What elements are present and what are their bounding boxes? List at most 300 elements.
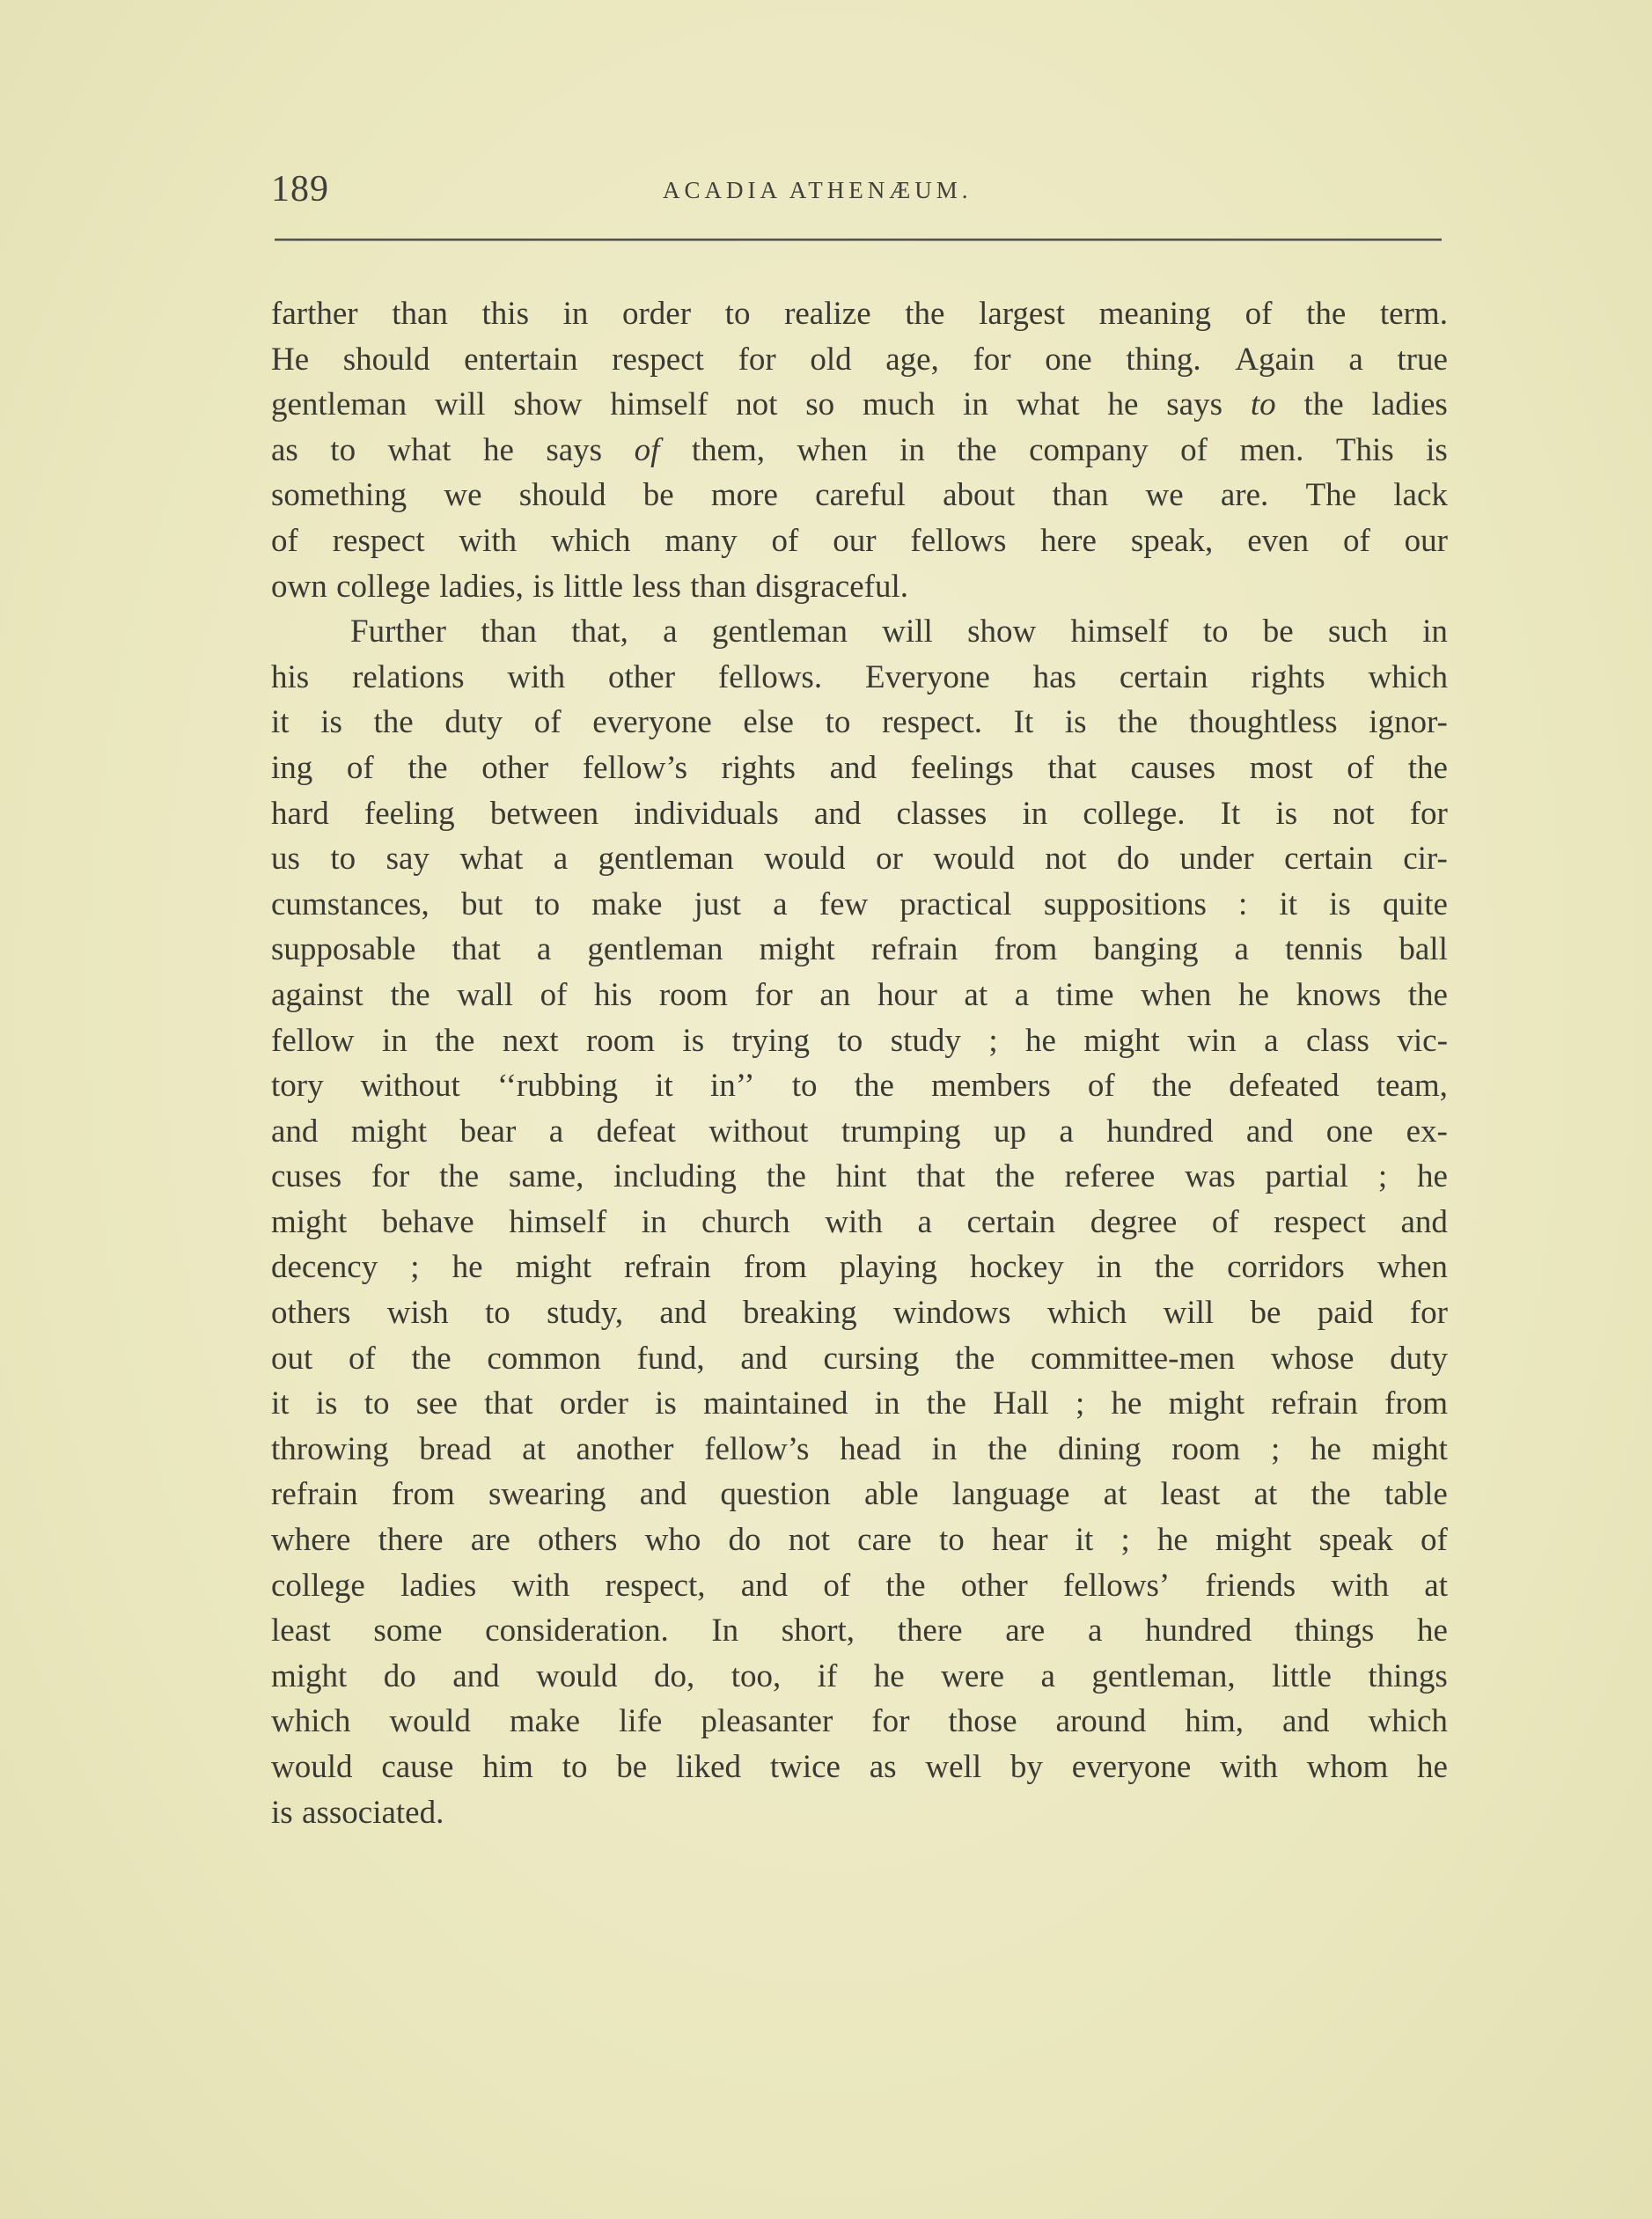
word: in [1422, 614, 1448, 650]
word: hear [991, 1522, 1048, 1559]
word: too, [731, 1657, 782, 1694]
word: feeling [363, 795, 455, 832]
word: he [873, 1657, 905, 1694]
word: from [1384, 1385, 1448, 1422]
word: same, [509, 1158, 584, 1195]
word: under [1179, 841, 1254, 878]
word: between [489, 795, 599, 832]
word: might [1371, 1430, 1448, 1467]
word: next [502, 1022, 559, 1059]
word: he [1237, 976, 1269, 1013]
word: and [659, 1295, 707, 1332]
word: company [1029, 431, 1149, 468]
word: the [955, 1340, 995, 1377]
journal-title: ACADIA ATHENÆUM. [663, 177, 973, 203]
word: gentleman [598, 841, 734, 878]
word: at [1103, 1476, 1127, 1513]
word: a [1264, 1022, 1279, 1059]
word: of [1087, 1068, 1115, 1105]
word: might [759, 931, 835, 968]
word: time [1055, 976, 1114, 1013]
word: is [315, 1385, 338, 1422]
word: vic- [1397, 1022, 1448, 1059]
word: largest [979, 296, 1066, 332]
word: some [373, 1613, 443, 1650]
word: to [534, 885, 561, 922]
word: when [1377, 1249, 1448, 1286]
word: he [452, 1249, 483, 1286]
text-line [271, 291, 1448, 337]
word: the [885, 1567, 926, 1604]
text-line [271, 1109, 1448, 1155]
word: when [797, 431, 868, 468]
word: whom [1306, 1749, 1389, 1785]
word: friends [1205, 1567, 1296, 1604]
word: where [271, 1522, 351, 1559]
word: that, [571, 614, 628, 650]
word: feelings [910, 749, 1014, 786]
header-rule [275, 239, 1442, 240]
word: defeat [596, 1113, 676, 1150]
word: himself [509, 1203, 607, 1240]
word: banging [1093, 931, 1199, 968]
word: us [271, 841, 300, 878]
word: practical [899, 885, 1012, 922]
word: is [1329, 885, 1351, 922]
word: class [1306, 1022, 1369, 1059]
word: wall [457, 976, 513, 1013]
word: degree [1090, 1203, 1178, 1240]
word: a [548, 1113, 564, 1150]
word: dining [1057, 1430, 1142, 1467]
word: of [823, 1567, 851, 1604]
word: throwing [271, 1430, 389, 1467]
word: what [387, 431, 452, 468]
word: to [363, 1385, 390, 1422]
word: to [1202, 614, 1229, 650]
word: corridors [1227, 1249, 1345, 1286]
word: a [773, 885, 788, 922]
word: bear [459, 1113, 517, 1150]
word: thoughtless [1189, 704, 1338, 741]
word: in [931, 1430, 958, 1467]
word: might [350, 1113, 428, 1150]
word: and [740, 1567, 789, 1604]
word: ‘‘rubbing [497, 1068, 619, 1105]
text-line [271, 655, 1448, 701]
word: he [1025, 1022, 1056, 1059]
word: of [1180, 431, 1208, 468]
word: cause [381, 1749, 454, 1785]
word: his [271, 658, 310, 695]
word: twice [769, 1749, 841, 1785]
word: things [1294, 1613, 1375, 1650]
word: fellows. [717, 658, 823, 695]
word: ball [1399, 931, 1448, 968]
word: with [1220, 1749, 1278, 1785]
word: decency [271, 1249, 378, 1286]
word: others [271, 1295, 351, 1332]
word: ing [271, 749, 313, 786]
word: at [1253, 1476, 1278, 1513]
word: and [740, 1340, 788, 1377]
word: duty [1390, 1340, 1448, 1377]
word: consideration. [485, 1613, 669, 1650]
word: rights [721, 749, 796, 786]
text-line [271, 791, 1448, 837]
word: respect [332, 522, 425, 559]
word: relations [352, 658, 465, 695]
word: entertain [464, 341, 578, 378]
word: refrain [271, 1476, 358, 1513]
word: meaning [1098, 296, 1212, 332]
word: ignor- [1369, 704, 1448, 741]
word: rights [1251, 658, 1325, 695]
word: of [1245, 296, 1273, 332]
word: the [854, 1068, 894, 1105]
word: out [271, 1340, 313, 1377]
word: a [536, 931, 552, 968]
word: show [513, 386, 583, 423]
word: would [933, 841, 1015, 878]
word: him [482, 1749, 533, 1785]
word: Everyone [864, 658, 990, 695]
word: men. [1239, 431, 1304, 468]
word: an [819, 976, 851, 1013]
word: say [385, 841, 430, 878]
word: college. [1083, 795, 1186, 832]
word: cursing [823, 1340, 920, 1377]
word: to [837, 1022, 863, 1059]
word: other [608, 658, 676, 695]
word: has [1032, 658, 1076, 695]
word: knows [1296, 976, 1382, 1013]
word: more [710, 477, 778, 514]
word: would [536, 1657, 618, 1694]
word: including [613, 1158, 737, 1195]
word: It [1220, 795, 1241, 832]
word: that [452, 931, 501, 968]
word: question [720, 1476, 831, 1513]
word: hint [835, 1158, 887, 1195]
word: with [511, 1567, 570, 1604]
word: everyone [592, 704, 712, 741]
word: of [1420, 1522, 1448, 1559]
word: individuals [634, 795, 779, 832]
word: certain [1119, 658, 1208, 695]
word: himself [1070, 614, 1169, 650]
word: ; [410, 1249, 420, 1286]
word: respect, [605, 1567, 706, 1604]
word: will [1163, 1295, 1215, 1332]
word: is [532, 568, 554, 605]
word: defeated [1229, 1068, 1340, 1105]
word: for [1409, 1295, 1448, 1332]
word: farther [271, 296, 358, 332]
word: as [869, 1749, 897, 1785]
word: that [1047, 749, 1097, 786]
word: swearing [488, 1476, 606, 1513]
word: from [994, 931, 1058, 968]
word: the [926, 1385, 966, 1422]
word: less [632, 568, 681, 605]
word: is [271, 1794, 293, 1831]
word: would [764, 841, 846, 878]
word: fund, [636, 1340, 705, 1377]
word: the [390, 976, 430, 1013]
word: he [1417, 1749, 1448, 1785]
word: hour [877, 976, 937, 1013]
text-line [271, 700, 1448, 746]
word: he [1107, 386, 1139, 423]
word: fellow [271, 1022, 355, 1059]
word: ; [1076, 1385, 1085, 1422]
word: paid [1317, 1295, 1374, 1332]
text-line [271, 1427, 1448, 1473]
word: in [874, 1385, 900, 1422]
word: life [619, 1703, 663, 1740]
text-line [271, 1018, 1448, 1064]
word: he [482, 431, 514, 468]
word: church [701, 1203, 790, 1240]
word: for [754, 976, 793, 1013]
word: whose [1270, 1340, 1355, 1377]
word: and [452, 1657, 500, 1694]
word: those [948, 1703, 1017, 1740]
word: speak [1318, 1522, 1393, 1559]
word: disgraceful. [755, 568, 908, 605]
italic-word: to [1250, 386, 1276, 423]
word: realize [784, 296, 871, 332]
word: college [271, 1567, 365, 1604]
text-line [271, 1200, 1448, 1245]
text-line [271, 609, 1448, 655]
word: in’’ [709, 1068, 755, 1105]
word: a [917, 1203, 932, 1240]
word: trying [731, 1022, 811, 1059]
word: and [1245, 1113, 1294, 1150]
text-line [271, 1245, 1448, 1290]
word: others [538, 1522, 618, 1559]
word: and [829, 749, 877, 786]
word: another [576, 1430, 674, 1467]
word: the [439, 1158, 480, 1195]
word: of [346, 749, 374, 786]
word: is [655, 1385, 677, 1422]
word: refrain [1271, 1385, 1358, 1422]
word: and [1282, 1703, 1330, 1740]
word: bread [419, 1430, 492, 1467]
word: than [392, 296, 448, 332]
word: pleasanter [701, 1703, 833, 1740]
word: with [1331, 1567, 1390, 1604]
text-line [271, 973, 1448, 1018]
word: would [389, 1703, 471, 1740]
word: that [484, 1385, 533, 1422]
word: is [1426, 431, 1448, 468]
word: the [957, 431, 997, 468]
word: able [864, 1476, 919, 1513]
word: liked [676, 1749, 741, 1785]
word: referee [1064, 1158, 1156, 1195]
word: care [857, 1522, 912, 1559]
word: it [1075, 1522, 1094, 1559]
word: be [1250, 1295, 1281, 1332]
word: windows [892, 1295, 1011, 1332]
word: term. [1379, 296, 1448, 332]
word: everyone [1071, 1749, 1192, 1785]
word: ; [1377, 1158, 1388, 1195]
text-line [271, 518, 1448, 564]
word: just [694, 885, 742, 922]
word: quite [1382, 885, 1448, 922]
word: it [1279, 885, 1298, 922]
word: room [1171, 1430, 1241, 1467]
word: least [1160, 1476, 1221, 1513]
word: of [348, 1340, 376, 1377]
word: which [271, 1703, 351, 1740]
word: true [1397, 341, 1448, 378]
word: respect [612, 341, 704, 378]
word: were [941, 1657, 1004, 1694]
word: order [621, 296, 692, 332]
word: about [943, 477, 1016, 514]
word: of [1342, 522, 1370, 559]
word: ; [1271, 1430, 1281, 1467]
text-line [271, 1154, 1448, 1200]
word: he [1416, 1158, 1448, 1195]
word: little [563, 568, 624, 605]
word: are [1005, 1613, 1046, 1650]
word: there [897, 1613, 963, 1650]
word: ladies [1371, 386, 1448, 423]
text-line [271, 473, 1448, 518]
word: the [1154, 1249, 1194, 1286]
word: might [1215, 1522, 1292, 1559]
word: certain [1284, 841, 1373, 878]
word: which [1368, 1703, 1448, 1740]
word: few [819, 885, 869, 922]
word: he [1311, 1430, 1341, 1467]
word: table [1384, 1476, 1448, 1513]
word: college [336, 568, 430, 605]
word: other [960, 1567, 1028, 1604]
word: we [444, 477, 482, 514]
word: gentleman [271, 386, 407, 423]
word: gentleman, [1091, 1657, 1236, 1694]
word: he [1156, 1522, 1188, 1559]
word: for [973, 341, 1011, 378]
word: this [481, 296, 529, 332]
running-head [271, 167, 1442, 211]
word: cuses [271, 1158, 342, 1195]
word: from [743, 1249, 807, 1286]
word: trumping [841, 1113, 961, 1150]
word: : [1238, 885, 1248, 922]
word: the [411, 1340, 452, 1377]
word: study [890, 1022, 961, 1059]
word: from [391, 1476, 455, 1513]
word: see [415, 1385, 458, 1422]
word: the [1407, 749, 1448, 786]
word: the [1407, 976, 1448, 1013]
word: ladies [400, 1567, 477, 1604]
word: even [1247, 522, 1310, 559]
text-line [271, 1699, 1448, 1745]
word: might [271, 1657, 348, 1694]
word: to [791, 1068, 818, 1105]
word: of [1211, 1203, 1239, 1240]
word: our [833, 522, 877, 559]
word: says [546, 431, 603, 468]
word: be [616, 1749, 648, 1785]
text-line [271, 1063, 1448, 1109]
word: ; [1120, 1522, 1130, 1559]
word: a [1087, 1613, 1103, 1650]
word: which [551, 522, 631, 559]
word: In [711, 1613, 739, 1650]
word: not [736, 386, 778, 423]
word: at [964, 976, 988, 1013]
word: to [825, 704, 851, 741]
word: says [1166, 386, 1222, 423]
word: fellow’s [704, 1430, 810, 1467]
text-line [271, 836, 1448, 882]
word: common [487, 1340, 601, 1377]
word: and [639, 1476, 687, 1513]
text-line [271, 337, 1448, 383]
word: but [460, 885, 503, 922]
word: in [381, 1022, 407, 1059]
word: should [518, 477, 606, 514]
word: a [1059, 1113, 1074, 1150]
word: might [515, 1249, 592, 1286]
word: room [585, 1022, 656, 1059]
word: the [1118, 704, 1158, 741]
word: a [663, 614, 678, 650]
word: thing. [1126, 341, 1201, 378]
word: his [594, 976, 633, 1013]
word: This [1335, 431, 1394, 468]
word: ; [988, 1022, 998, 1059]
word: of [540, 976, 568, 1013]
word: which [1368, 658, 1448, 695]
text-line [271, 1517, 1448, 1563]
text-line [271, 1290, 1448, 1336]
word: what [459, 841, 524, 878]
word: it [271, 704, 290, 741]
italic-word: of [634, 431, 660, 468]
word: in [1022, 795, 1048, 832]
word: careful [815, 477, 906, 514]
word: refrain [870, 931, 958, 968]
word: he [1416, 1613, 1448, 1650]
word: if [817, 1657, 838, 1694]
word: the [1306, 296, 1347, 332]
text-line [271, 1745, 1448, 1790]
word: playing [839, 1249, 937, 1286]
word: the [1303, 386, 1344, 423]
word: supposable [271, 931, 416, 968]
word: hard [271, 795, 329, 832]
word: at [522, 1430, 546, 1467]
word: up [993, 1113, 1026, 1150]
word: who [644, 1522, 701, 1559]
word: there [378, 1522, 444, 1559]
word: old [810, 341, 852, 378]
word: room [658, 976, 728, 1013]
article-body [271, 291, 1448, 1835]
